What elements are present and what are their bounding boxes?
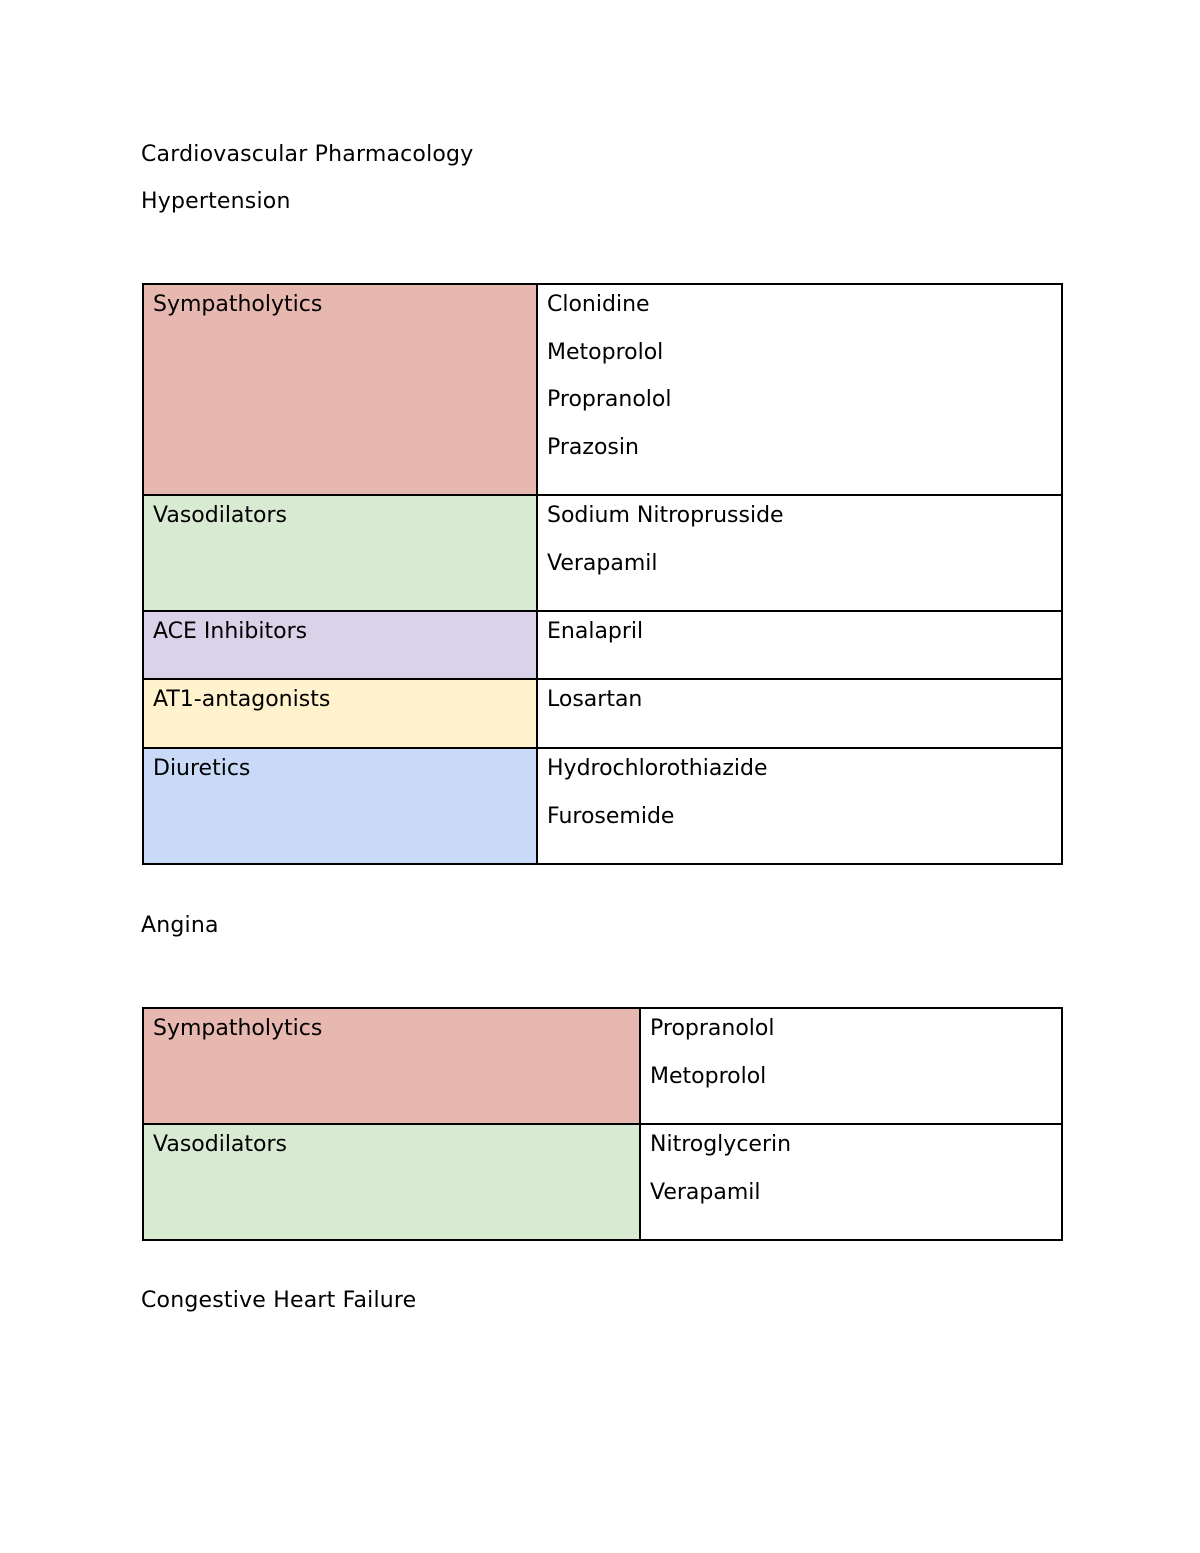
drug-name: Verapamil xyxy=(547,550,658,576)
table-body xyxy=(143,284,1062,864)
drug-name: Metoprolol xyxy=(547,339,664,365)
drug-name: Prazosin xyxy=(547,434,639,460)
section-heading-congestive-heart-failure: Congestive Heart Failure xyxy=(141,1288,417,1313)
section-heading-angina: Angina xyxy=(141,913,219,938)
section-heading-hypertension: Hypertension xyxy=(141,189,291,214)
table-row xyxy=(143,748,1062,864)
drug-list-cell xyxy=(537,679,1062,748)
drug-name: Verapamil xyxy=(650,1179,761,1205)
angina-table xyxy=(142,1007,1063,1241)
drug-list-cell xyxy=(640,1008,1062,1124)
drug-list-cell xyxy=(640,1124,1062,1240)
drug-name: Losartan xyxy=(547,687,643,712)
drug-class-cell xyxy=(143,748,537,864)
drug-name: Propranolol xyxy=(650,1016,775,1041)
drug-class-label: ACE Inhibitors xyxy=(153,619,308,644)
drug-class-label: Diuretics xyxy=(153,756,251,781)
drug-name: Clonidine xyxy=(547,292,650,317)
drug-class-label: Sympatholytics xyxy=(153,1016,323,1041)
table-row xyxy=(143,611,1062,679)
drug-name: Sodium Nitroprusside xyxy=(547,503,784,528)
drug-name: Propranolol xyxy=(547,387,672,412)
drug-class-label: AT1-antagonists xyxy=(153,687,331,712)
drug-name: Furosemide xyxy=(547,803,675,829)
drug-class-cell xyxy=(143,284,537,495)
drug-list-cell xyxy=(537,284,1062,495)
drug-class-cell xyxy=(143,495,537,611)
drug-class-label: Vasodilators xyxy=(153,1132,288,1157)
drug-class-cell xyxy=(143,1124,640,1240)
drug-name: Hydrochlorothiazide xyxy=(547,756,768,781)
drug-class-cell xyxy=(143,611,537,679)
drug-list-cell xyxy=(537,611,1062,679)
table-row xyxy=(143,1008,1062,1124)
drug-class-cell xyxy=(143,679,537,748)
drug-class-label: Sympatholytics xyxy=(153,292,323,317)
drug-name: Metoprolol xyxy=(650,1063,767,1089)
document-title: Cardiovascular Pharmacology xyxy=(141,142,474,167)
table-row xyxy=(143,1124,1062,1240)
drug-class-cell xyxy=(143,1008,640,1124)
hypertension-table xyxy=(142,283,1063,865)
drug-name: Enalapril xyxy=(547,619,644,644)
drug-list-cell xyxy=(537,748,1062,864)
drug-list-cell xyxy=(537,495,1062,611)
table-row xyxy=(143,679,1062,748)
drug-name: Nitroglycerin xyxy=(650,1132,792,1157)
table-row xyxy=(143,495,1062,611)
drug-class-label: Vasodilators xyxy=(153,503,288,528)
table-body xyxy=(143,1008,1062,1240)
table-row xyxy=(143,284,1062,495)
